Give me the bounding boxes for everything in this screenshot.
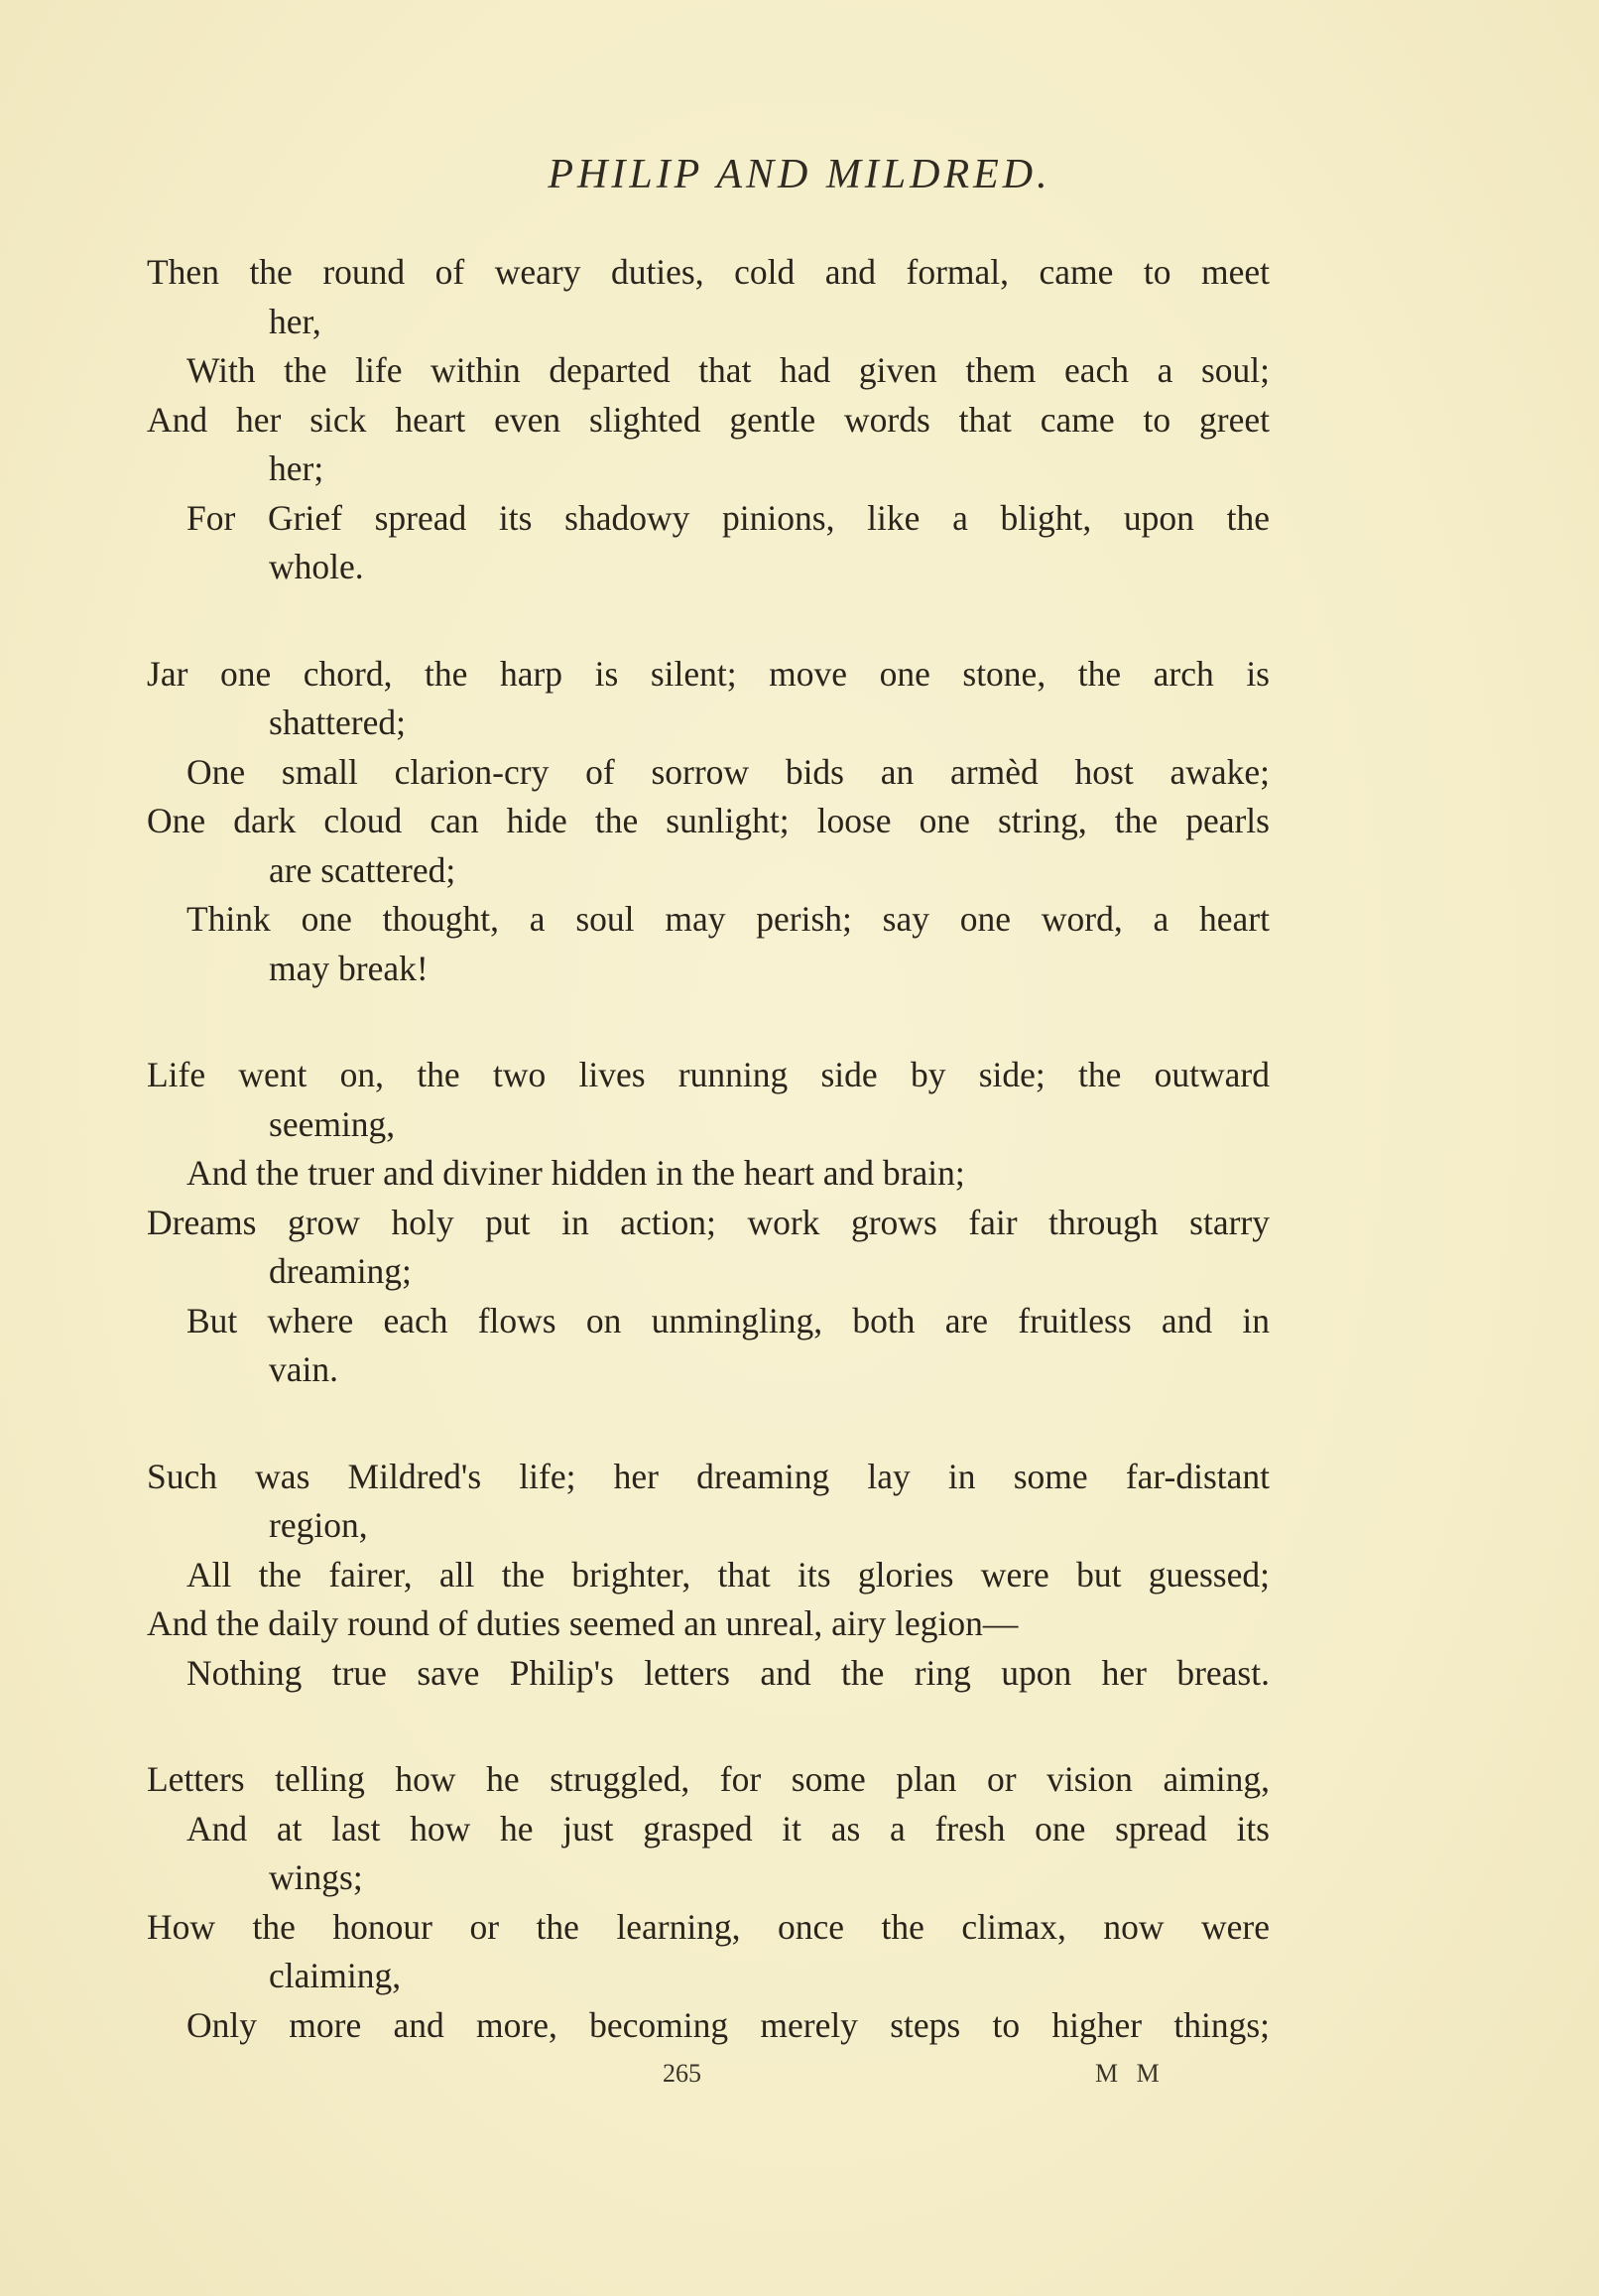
- poem-line-continuation: her;: [269, 448, 324, 488]
- poem-line: Letters telling how he struggled, for some plan or vision aiming,: [147, 1759, 1270, 1799]
- poem-line: And her sick heart even slighted gentle words that came to greet: [147, 399, 1270, 440]
- poem-line-continuation: shattered;: [269, 702, 406, 742]
- poem-line-continuation: are scattered;: [269, 849, 456, 890]
- poem-line-continuation: dreaming;: [269, 1251, 412, 1291]
- poem-line-continuation: claiming,: [269, 1956, 402, 1995]
- poem-line: For Grief spread its shadowy pinions, like a blight, upon the: [186, 497, 1270, 538]
- stanza-2: [147, 650, 1270, 994]
- poem-line: Then the round of weary duties, cold and formal, came to meet: [147, 252, 1270, 292]
- poem-line: And the truer and diviner hidden in the heart and brain;: [186, 1153, 965, 1193]
- signature-mark: M M: [1095, 2059, 1166, 2088]
- poem-line: How the honour or the learning, once the climax, now were: [147, 1906, 1270, 1947]
- poem-line: One small clarion-cry of sorrow bids an armèd host awake;: [186, 751, 1270, 792]
- poem-line: Dreams grow holy put in action; work grows fair through starry: [147, 1202, 1270, 1242]
- poem-line: And the daily round of duties seemed an unreal, airy legion—: [147, 1603, 1019, 1643]
- stanza-4: [147, 1453, 1270, 1699]
- poem-line: Think one thought, a soul may perish; say one word, a heart: [186, 899, 1270, 939]
- poem-line-continuation: wings;: [269, 1857, 363, 1897]
- stanza-5: [147, 1755, 1270, 2050]
- poem-line-continuation: seeming,: [269, 1103, 396, 1144]
- stanza-3: [147, 1051, 1270, 1395]
- poem-line-continuation: may break!: [269, 948, 429, 988]
- poem-line: Life went on, the two lives running side by side; the outward: [147, 1055, 1270, 1094]
- poem-line: Nothing true save Philip's letters and the ring upon her breast.: [186, 1652, 1270, 1693]
- poem-line: One dark cloud can hide the sunlight; loose one string, the pearls: [147, 801, 1270, 840]
- poem-line-continuation: her,: [269, 301, 321, 341]
- poem-line: But where each flows on unmingling, both are fruitless and in: [186, 1300, 1270, 1340]
- page-number: 265: [663, 2059, 701, 2088]
- poem-line: With the life within departed that had given them each a soul;: [186, 350, 1270, 390]
- poem-line-continuation: region,: [269, 1505, 368, 1545]
- poem-line: Only more and more, becoming merely steps to higher things;: [186, 2004, 1270, 2045]
- poem-body: [147, 248, 1270, 2107]
- poem-line-continuation: whole.: [269, 547, 364, 586]
- poem-line: All the fairer, all the brighter, that its glories were but guessed;: [186, 1554, 1270, 1594]
- stanza-1: [147, 248, 1270, 592]
- poem-line: And at last how he just grasped it as a fresh one spread its: [186, 1808, 1270, 1849]
- poem-line: Such was Mildred's life; her dreaming lay in some far-distant: [147, 1456, 1270, 1496]
- poem-line-continuation: vain.: [269, 1349, 338, 1389]
- poem-line: Jar one chord, the harp is silent; move one stone, the arch is: [147, 653, 1270, 694]
- running-head: PHILIP AND MILDRED.: [548, 152, 1051, 197]
